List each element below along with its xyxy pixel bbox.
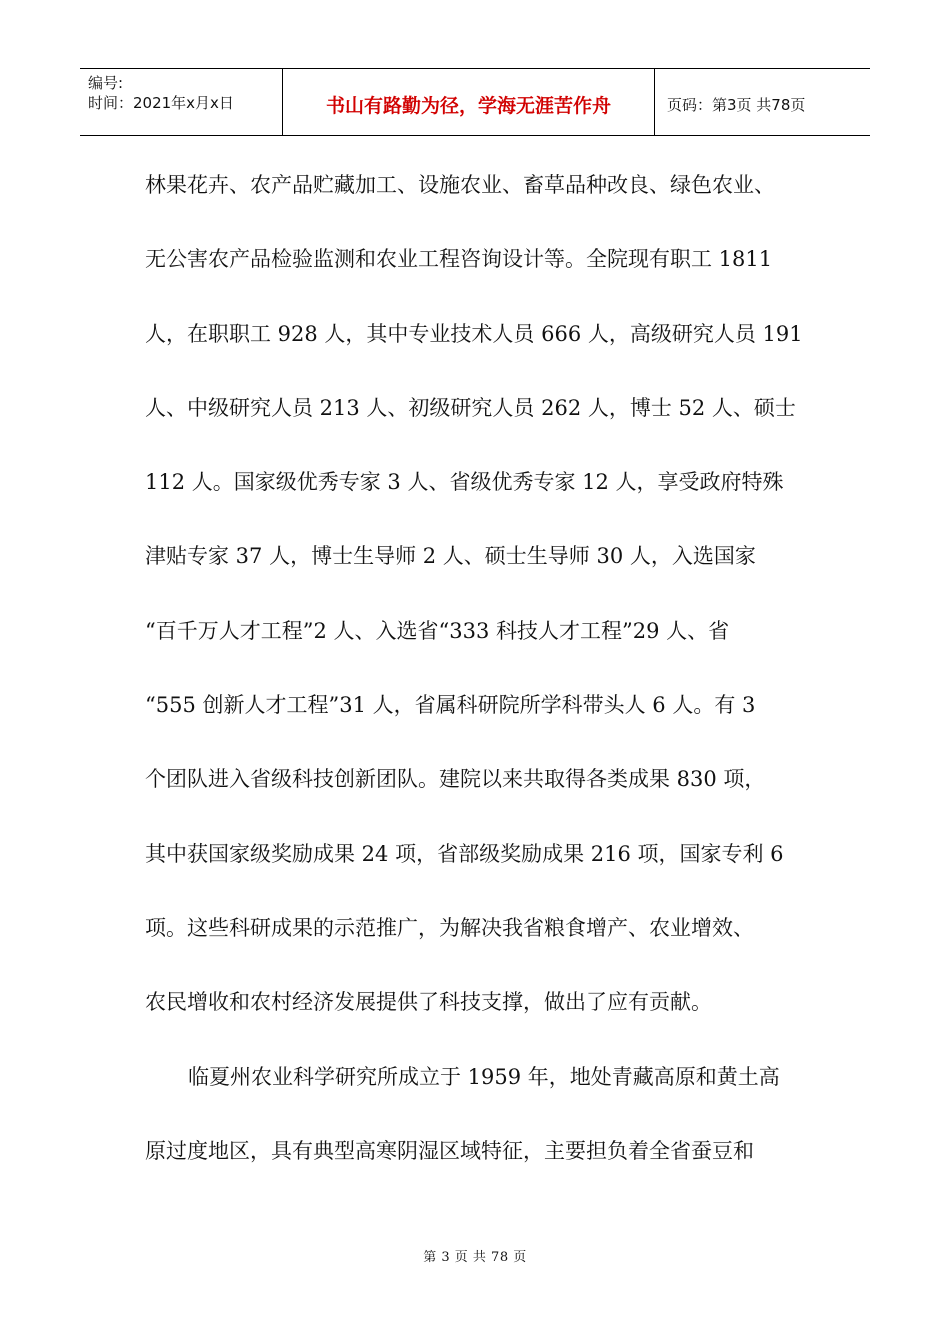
- body-line: “555 创新人才工程”31 人，省属科研院所学科带头人 6 人。有 3: [145, 693, 756, 718]
- page-footer: 第 3 页 共 78 页: [423, 1250, 527, 1265]
- body-line: 个团队进入省级科技创新团队。建院以来共取得各类成果 830 项，: [145, 767, 766, 792]
- header-meta-cell: [80, 69, 283, 135]
- body-line: 其中获国家级奖励成果 24 项，省部级奖励成果 216 项，国家专利 6: [145, 841, 784, 866]
- body-line: 津贴专家 37 人，博士生导师 2 人、硕士生导师 30 人，入选国家: [145, 544, 756, 569]
- body-line: 林果花卉、农产品贮藏加工、设施农业、畜草品种改良、绿色农业、: [145, 173, 775, 197]
- page-header: [80, 68, 870, 136]
- body-line: 无公害农产品检验监测和农业工程咨询设计等。全院现有职工 1811: [145, 247, 773, 272]
- header-page-info: 页码：第3页 共78页: [667, 95, 806, 114]
- body-line: 人、中级研究人员 213 人、初级研究人员 262 人，博士 52 人、硕士: [145, 395, 796, 420]
- body-line: 人，在职职工 928 人，其中专业技术人员 666 人，高级研究人员 191: [145, 321, 803, 346]
- body-line: 112 人。国家级优秀专家 3 人、省级优秀专家 12 人，享受政府特殊: [145, 470, 784, 495]
- document-body: [145, 148, 825, 1188]
- document-number-label: 编号:: [88, 74, 124, 92]
- body-line: 项。这些科研成果的示范推广，为解决我省粮食增产、农业增效、: [145, 915, 754, 940]
- document-date-label: 时间：2021年x月x日: [88, 94, 234, 112]
- body-line: “百千万人才工程”2 人、入选省“333 科技人才工程”29 人、省: [145, 618, 730, 643]
- body-line: 原过度地区，具有典型高寒阴湿区域特征，主要担负着全省蚕豆和: [145, 1138, 754, 1163]
- body-line-paragraph-start: 临夏州农业科学研究所成立于 1959 年，地处青藏高原和黄土高: [188, 1064, 780, 1089]
- body-line: 农民增收和农村经济发展提供了科技支撑，做出了应有贡献。: [145, 990, 712, 1015]
- header-motto: 书山有路勤为径，学海无涯苦作舟: [283, 69, 655, 135]
